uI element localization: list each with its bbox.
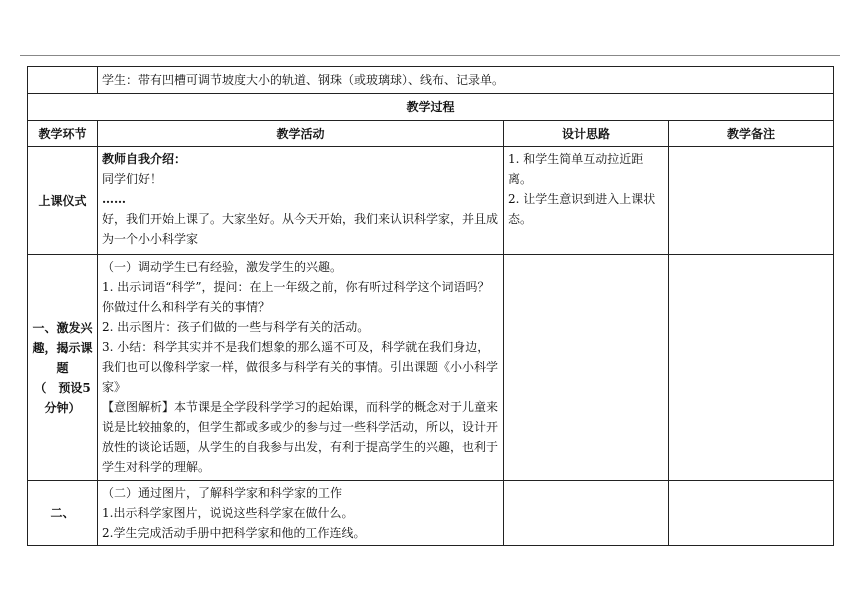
- activity-line: 【意图解析】本节课是全学段科学学习的起始课，而科学的概念对于儿童来说是比较抽象的，但学生都或多或少的参与过一些科学活动，所以，设计开放性的谈论话题，从学生的自我参与出发，有利于提高学生的兴趣，也利于学生对科学的理解。: [102, 400, 499, 474]
- activity-line: 1.出示科学家图片，说说这些科学家在做什么。: [102, 506, 354, 520]
- notes-stimulate: [669, 255, 834, 481]
- header-stage: 教学环节: [28, 121, 98, 147]
- activity-line: 3. 小结：科学其实并不是我们想象的那么遥不可及，科学就在我们身边，我们也可以像科学家一样，做很多与科学有关的事情。引出课题《小小科学家》: [102, 340, 499, 394]
- activity-line: 好，我们开始上课了。大家坐好。从今天开始，我们来认识科学家，并且成为一个小小科学家: [102, 212, 499, 246]
- design-scientists: [504, 481, 669, 546]
- activity-line: （二）通过图片，了解科学家和科学家的工作: [102, 486, 343, 500]
- header-row: [28, 121, 834, 147]
- materials-text: 学生：带有凹槽可调节坡度大小的轨道、钢珠（或玻璃球）、线布、记录单。: [98, 67, 834, 94]
- notes-scientists: [669, 481, 834, 546]
- stage-ceremony: 上课仪式: [28, 147, 98, 255]
- stage-line: （ 预设5分钟）: [34, 380, 91, 415]
- activity-line: 教师自我介绍：: [102, 152, 187, 166]
- section-title: 教学过程: [28, 94, 834, 121]
- row-ceremony: [28, 147, 834, 255]
- header-activity: 教学活动: [98, 121, 504, 147]
- activity-stimulate: [98, 255, 504, 481]
- activity-ceremony: [98, 147, 504, 255]
- lesson-plan-table: [27, 66, 834, 546]
- activity-line: 2. 出示图片：孩子们做的一些与科学有关的活动。: [102, 320, 370, 334]
- activity-line: 同学们好！: [102, 172, 163, 186]
- notes-ceremony: [669, 147, 834, 255]
- design-line: 2. 让学生意识到进入上课状态。: [508, 192, 656, 226]
- activity-line: 2.学生完成活动手册中把科学家和他的工作连线。: [102, 526, 366, 540]
- header-notes: 教学备注: [669, 121, 834, 147]
- activity-scientists: [98, 481, 504, 546]
- stage-scientists: 二、: [28, 481, 98, 546]
- activity-line: ……: [102, 192, 126, 206]
- row-scientists: [28, 481, 834, 546]
- row-stimulate: [28, 255, 834, 481]
- materials-row: [28, 67, 834, 94]
- stage-line: 一、激发兴趣，揭示课题: [32, 320, 93, 375]
- stage-stimulate: [28, 255, 98, 481]
- materials-label-cell: [28, 67, 98, 94]
- header-rule: [20, 55, 840, 56]
- activity-line: （一）调动学生已有经验，激发学生的兴趣。: [102, 260, 343, 274]
- header-design: 设计思路: [504, 121, 669, 147]
- design-line: 1. 和学生简单互动拉近距离。: [508, 152, 644, 186]
- section-title-row: [28, 94, 834, 121]
- activity-line: 1. 出示词语“科学”，提问：在上一年级之前，你有听过科学这个词语吗？你做过什么和科学有关的事情？: [102, 280, 490, 314]
- design-stimulate: [504, 255, 669, 481]
- design-ceremony: [504, 147, 669, 255]
